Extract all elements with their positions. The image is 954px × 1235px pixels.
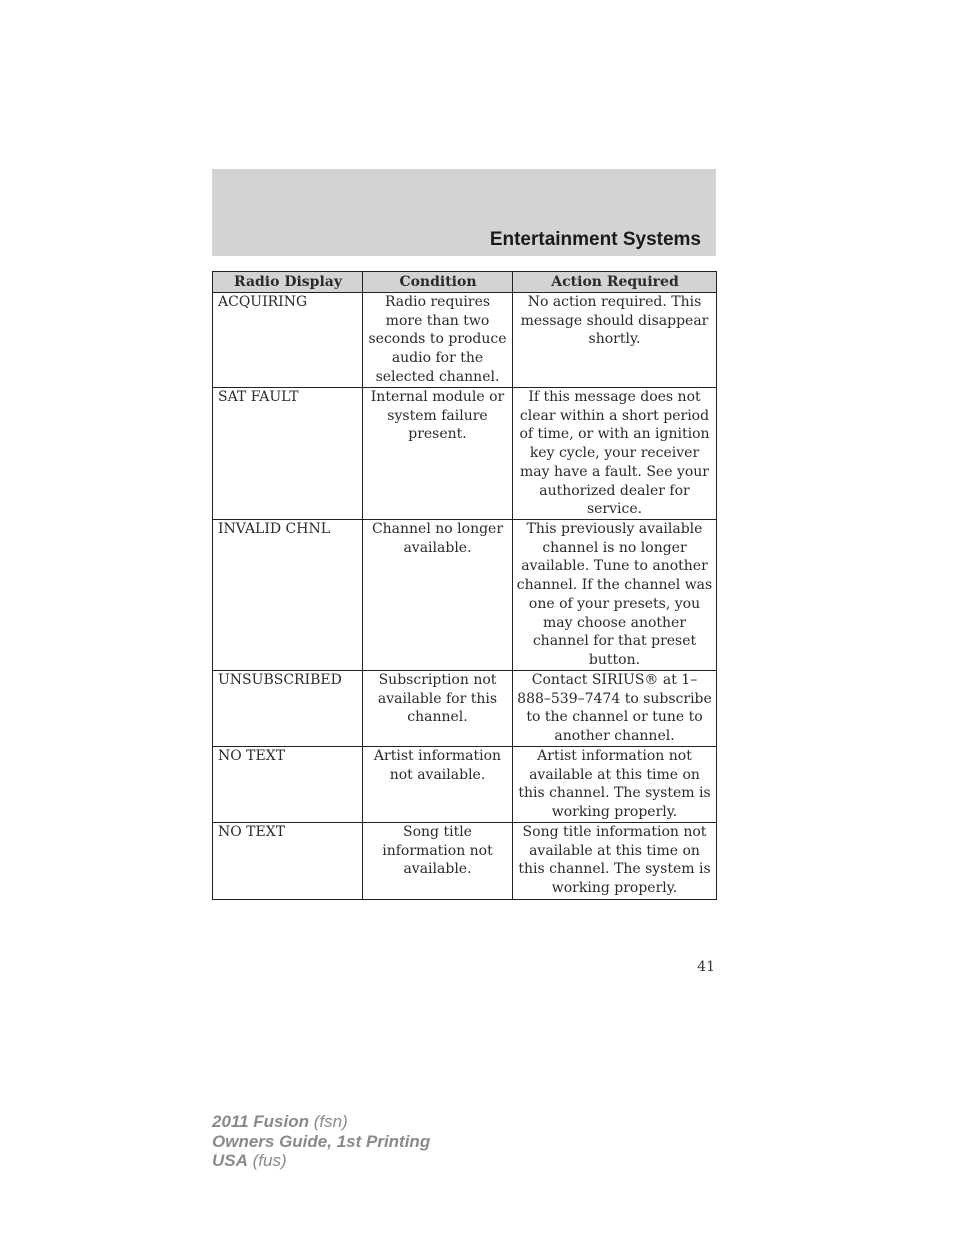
condition-cell: Channel no longer available. (363, 520, 513, 671)
section-header-band (212, 169, 716, 256)
page-number: 41 (697, 959, 715, 975)
footer-guide: Owners Guide, 1st Printing (212, 1131, 431, 1151)
radio-display-cell: INVALID CHNL (213, 520, 363, 671)
column-header-radio-display: Radio Display (213, 272, 363, 293)
radio-display-cell: NO TEXT (213, 823, 363, 900)
table-row (213, 671, 717, 747)
condition-cell: Artist information not available. (363, 747, 513, 823)
footer-market: USA (212, 1151, 248, 1170)
table-row (213, 823, 717, 900)
action-required-cell: This previously available channel is no longer available. Tune to another channel. If the channel was one of your presets, you may choose another channel for that preset button. (513, 520, 717, 671)
section-title: Entertainment Systems (489, 229, 701, 250)
action-required-cell: Song title information not available at this time on this channel. The system is working properly. (513, 823, 717, 900)
radio-display-cell: ACQUIRING (213, 293, 363, 388)
action-required-cell: No action required. This message should disappear shortly. (513, 293, 717, 388)
condition-cell: Song title information not available. (363, 823, 513, 900)
footer-model-code: (fsn) (313, 1112, 348, 1131)
table-row (213, 388, 717, 520)
condition-cell: Subscription not available for this channel. (363, 671, 513, 747)
radio-display-cell: SAT FAULT (213, 388, 363, 520)
action-required-cell: Artist information not available at this time on this channel. The system is working properly. (513, 747, 717, 823)
table-row (213, 520, 717, 671)
document-footer (212, 1112, 430, 1171)
footer-market-code: (fus) (252, 1151, 287, 1170)
condition-cell: Internal module or system failure present. (363, 388, 513, 520)
table-row (213, 293, 717, 388)
footer-line-guide (212, 1132, 430, 1152)
table-row (213, 747, 717, 823)
column-header-action-required: Action Required (513, 272, 717, 293)
action-required-cell: If this message does not clear within a short period of time, or with an ignition key cycle, your receiver may have a fault. See your authorized dealer for service. (513, 388, 717, 520)
table-header-row (213, 272, 717, 293)
radio-display-table (212, 271, 717, 900)
radio-display-cell: UNSUBSCRIBED (213, 671, 363, 747)
footer-model: 2011 Fusion (212, 1112, 309, 1131)
footer-line-market (212, 1151, 430, 1171)
footer-line-model (212, 1112, 430, 1132)
column-header-condition: Condition (363, 272, 513, 293)
action-required-cell: Contact SIRIUS® at 1–888–539–7474 to subscribe to the channel or tune to another channel. (513, 671, 717, 747)
condition-cell: Radio requires more than two seconds to produce audio for the selected channel. (363, 293, 513, 388)
radio-display-cell: NO TEXT (213, 747, 363, 823)
